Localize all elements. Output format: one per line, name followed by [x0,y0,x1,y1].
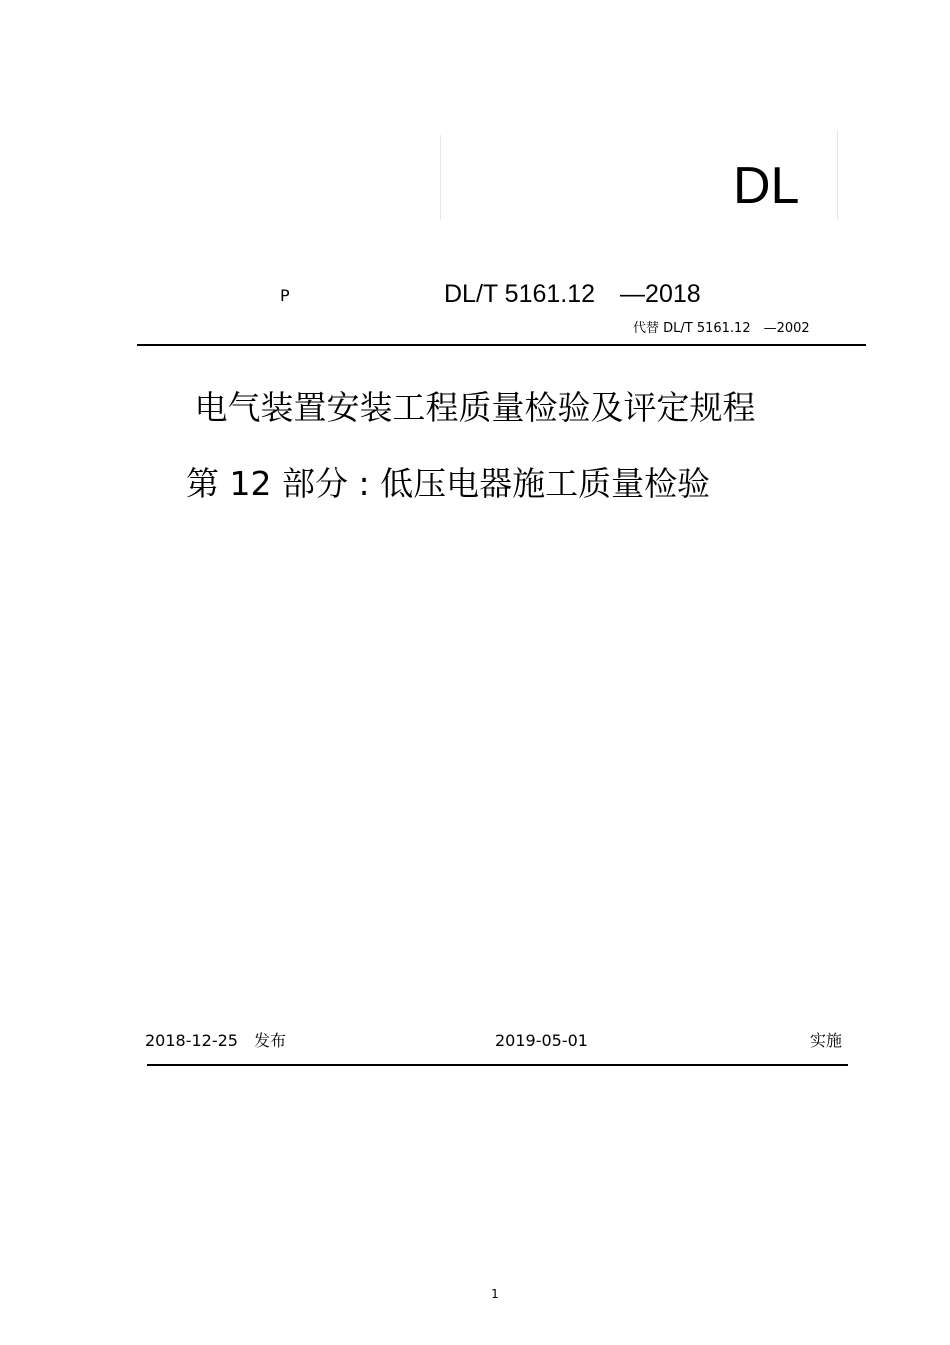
page-number: 1 [491,1287,499,1301]
document-title-line-1: 电气装置安装工程质量检验及评定规程 [194,388,756,427]
implement-label: 实施 [810,1031,843,1050]
logo-box-right-border [837,130,838,220]
header-divider [137,344,866,346]
standard-number: DL/T 5161.12 —2018 [444,280,701,308]
logo-box-left-border [440,135,441,220]
footer-divider [147,1064,848,1066]
issue-date: 2018-12-25 发布 [145,1031,286,1050]
document-title-line-2: 第 12 部分 : 低压电器施工质量检验 [186,464,711,503]
effective-date: 2019-05-01 [495,1031,588,1050]
standard-logo: DL [733,157,800,215]
replaces-standard: 代替 DL/T 5161.12 —2002 [633,321,810,336]
classification-code: P [280,286,290,305]
